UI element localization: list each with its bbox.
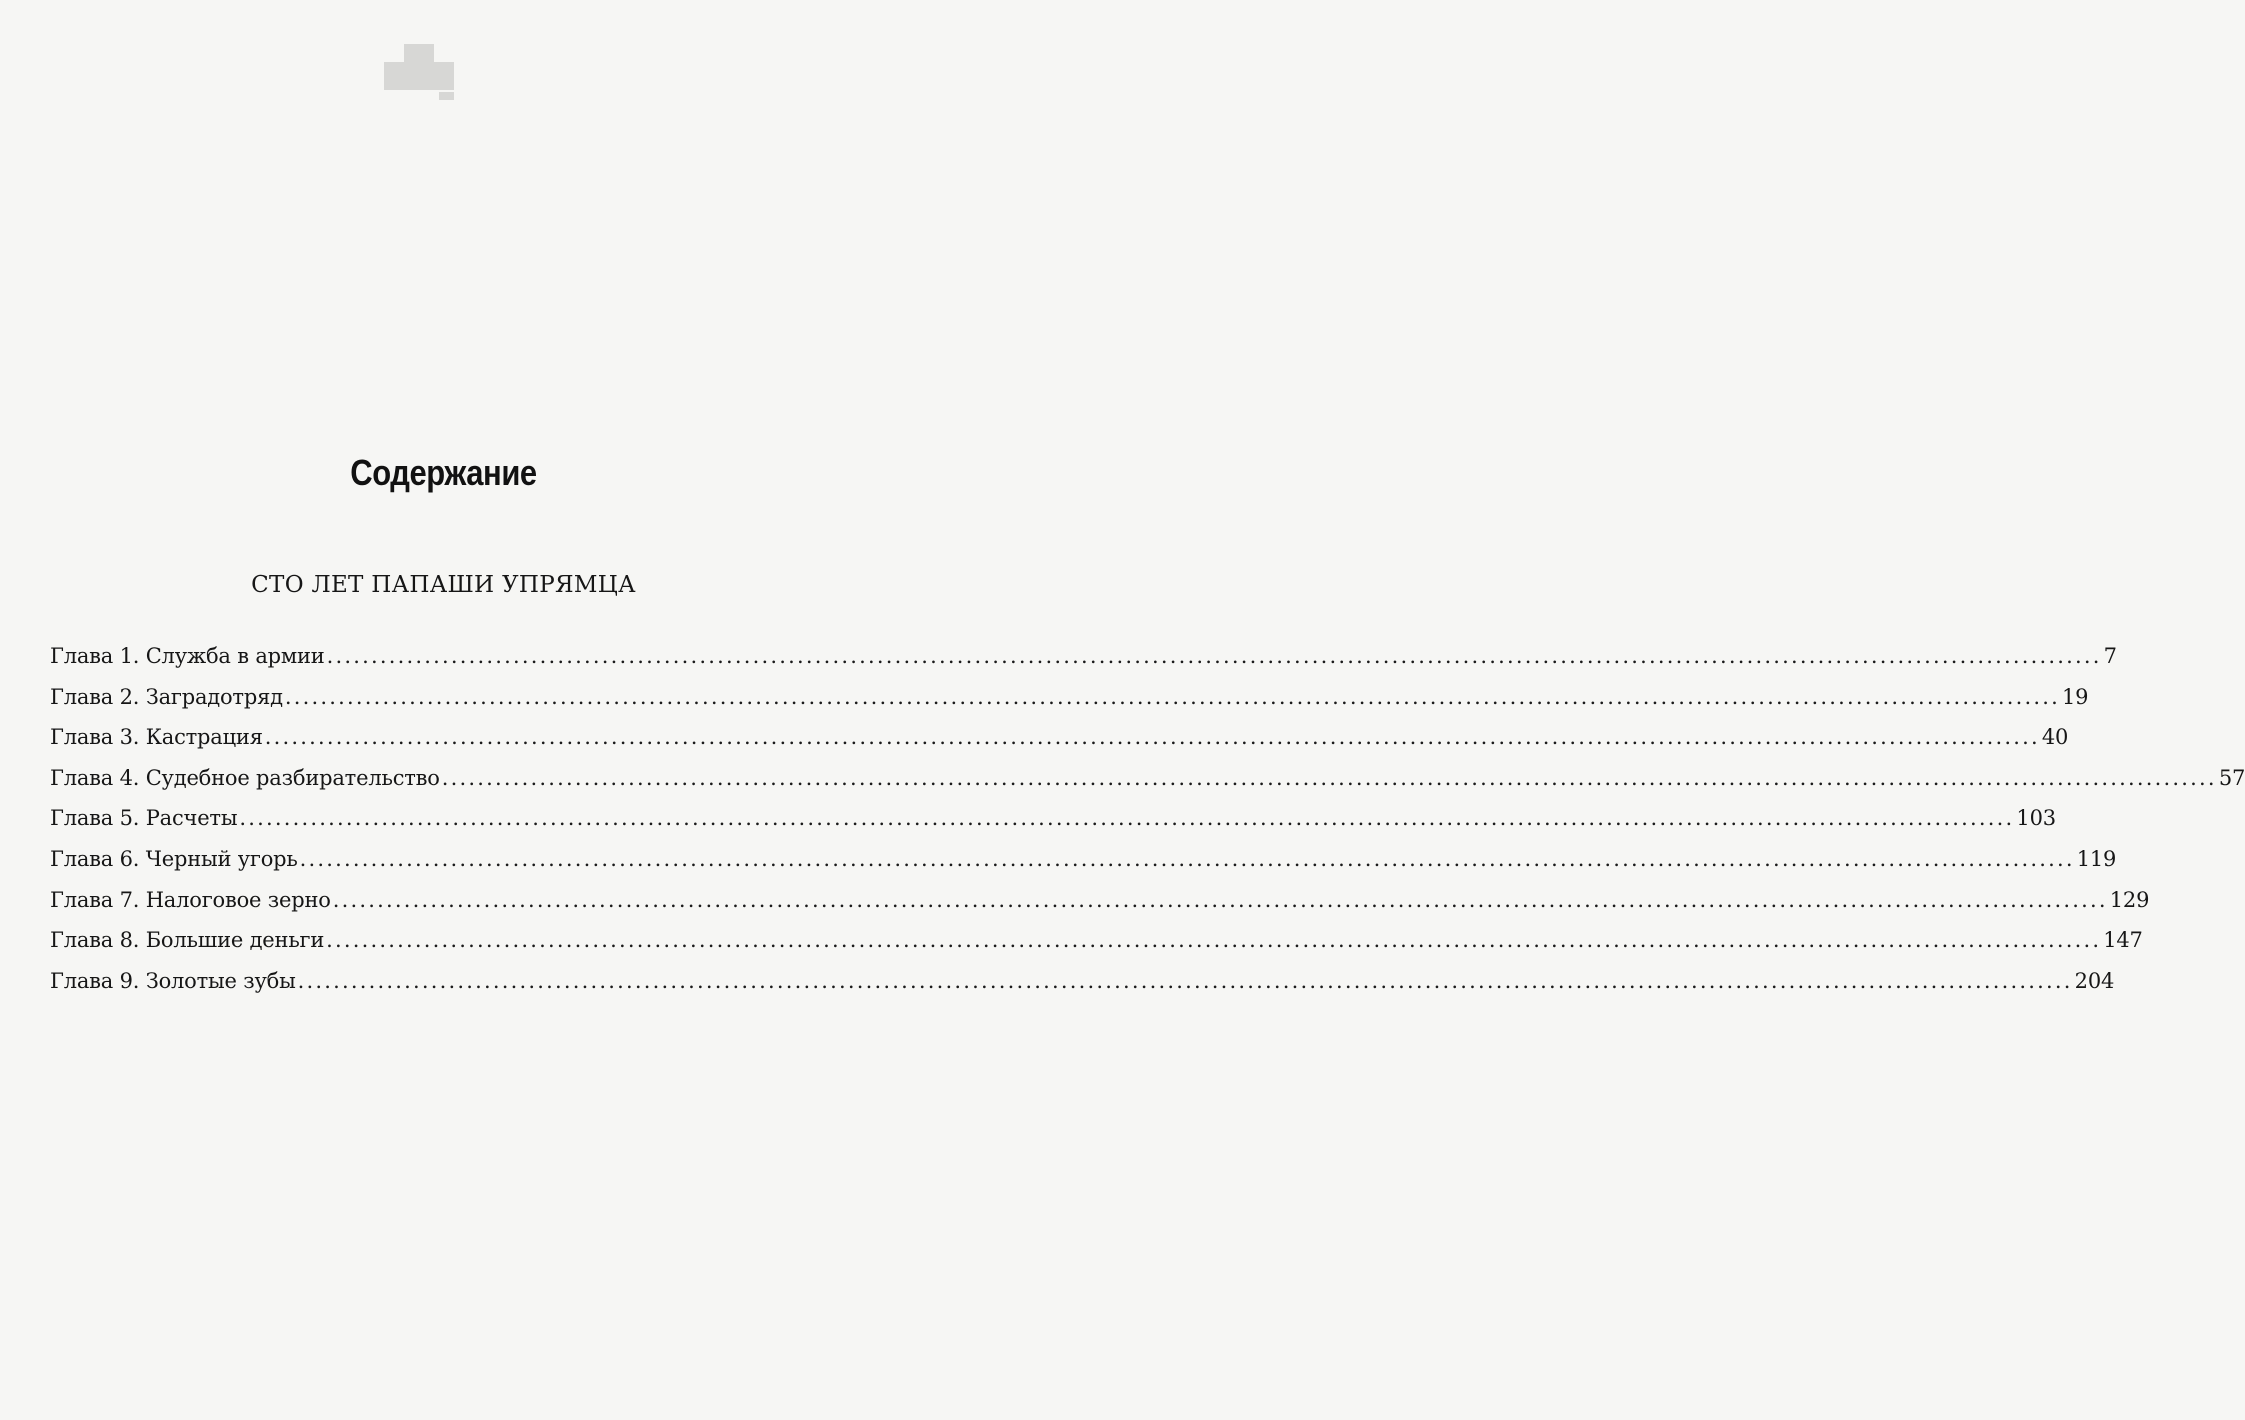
toc-entry-title: Глава 1. Служба в армии bbox=[50, 644, 325, 668]
toc-entry-3 bbox=[50, 725, 2069, 766]
toc-page-number: 129 bbox=[2109, 887, 2150, 912]
toc-page-number: 204 bbox=[2074, 968, 2115, 993]
toc-entry-title: Глава 7. Налоговое зерно bbox=[50, 887, 331, 912]
table-of-contents bbox=[50, 644, 2245, 1009]
toc-entry-title: Глава 3. Кастрация bbox=[50, 725, 263, 750]
toc-entry-6 bbox=[50, 846, 2117, 888]
toc-leader-dots: ........................................................................................................................................................................................................ bbox=[239, 806, 2015, 831]
toc-page-number: 7 bbox=[2103, 644, 2117, 668]
toc-entry-2 bbox=[50, 684, 2089, 726]
toc-entry-title: Глава 9. Золотые зубы bbox=[50, 968, 296, 993]
toc-entry-title: Глава 2. Заградотряд bbox=[50, 684, 283, 709]
toc-leader-dots: ........................................................................................................................................................................................................ bbox=[297, 968, 2073, 993]
toc-entry-5 bbox=[50, 806, 2056, 847]
toc-entry-7 bbox=[50, 887, 2150, 929]
toc-page-number: 57 bbox=[2218, 765, 2245, 790]
toc-page-number: 147 bbox=[2103, 928, 2143, 953]
page-title: Содержание bbox=[350, 452, 537, 494]
toc-page-number: 119 bbox=[2076, 846, 2117, 871]
toc-entry-8 bbox=[50, 928, 2143, 969]
toc-leader-dots: ........................................................................................................................................................................................................ bbox=[264, 725, 2040, 750]
toc-page-number: 19 bbox=[2061, 684, 2089, 709]
toc-entry-title: Глава 4. Судебное разбирательство bbox=[50, 765, 440, 790]
toc-page-number: 40 bbox=[2041, 725, 2069, 750]
toc-leader-dots: ........................................................................................................................................................................................................ bbox=[284, 684, 2060, 709]
toc-entry-1 bbox=[50, 644, 2117, 685]
toc-leader-dots: ........................................................................................................................................................................................................ bbox=[441, 765, 2217, 790]
toc-leader-dots: ........................................................................................................................................................................................................ bbox=[326, 928, 2102, 953]
publisher-logo-icon bbox=[384, 44, 454, 102]
toc-entry-title: Глава 8. Большие деньги bbox=[50, 928, 325, 953]
toc-entry-9 bbox=[50, 968, 2115, 1010]
toc-entry-title: Глава 5. Расчеты bbox=[50, 806, 238, 831]
toc-page-number: 103 bbox=[2016, 806, 2056, 831]
book-title: СТО ЛЕТ ПАПАШИ УПРЯМЦА bbox=[251, 572, 636, 598]
toc-leader-dots: ........................................................................................................................................................................................................ bbox=[326, 644, 2102, 668]
toc-entry-4 bbox=[50, 765, 2245, 807]
toc-entry-title: Глава 6. Черный угорь bbox=[50, 846, 298, 871]
toc-leader-dots: ........................................................................................................................................................................................................ bbox=[332, 887, 2108, 912]
toc-leader-dots: ........................................................................................................................................................................................................ bbox=[299, 846, 2075, 871]
